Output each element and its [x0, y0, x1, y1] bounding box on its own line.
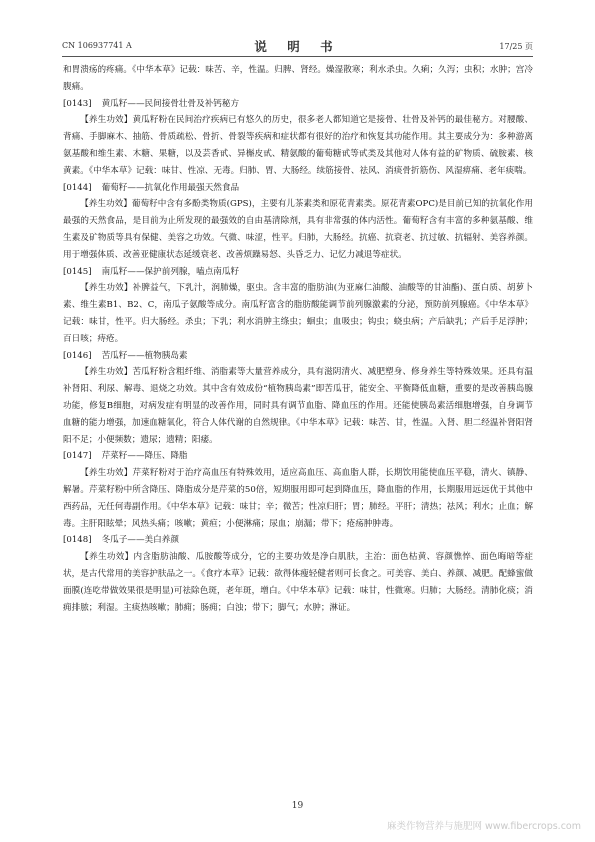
section-heading — [63, 348, 533, 365]
paragraph-number: [0145] — [63, 266, 92, 277]
page-number: 19 — [291, 801, 304, 811]
body-paragraph: 【养生功效】内含脂肪油酸、瓜胺酸等成分，它的主要功效是净白肌肤，主治：面色枯黄、容颜憔悴、面色晦暗等症状，是古代常用的美容护肤品之一。《食疗本草》记载：欲得体瘦轻健者则可长食之。可美容、美白、养颜、减肥。配蜂蜜做面膜(连吃带做效果很是明显)可祛除色斑，老年斑，增白。《中华本草》记载：味甘，性微寒。归肺；大肠经。清肺化痰；消痈排脓；利湿。主痰热咳嗽；肺痈；肠痈；白浊；带下；脚气；水肿；淋证。 — [63, 552, 533, 613]
paragraph-number: [0146] — [63, 350, 92, 361]
section-heading — [63, 180, 533, 197]
heading-text: 黄瓜籽——民间接骨壮骨及补钙秘方 — [101, 98, 240, 109]
body-paragraph: 【养生功效】苦瓜籽粉含粗纤维、消脂素等大量营养成分，具有滋阴清火、减肥塑身、修身养生等特殊效果。还具有温补肾阳、利尿、解毒、退烧之功效。其中含有效成份“植物胰岛素”即苦瓜苷，能安全、平衡降低血糖，重要的是改善胰岛腺功能，修复B细胞，对病发症有明显的改善作用，同时具有调节血脂、降血压的作用。还能使胰岛素活细胞增强，自身调节血糖的能力增强，加速血糖氧化，符合人体代谢的自然规律。《中华本草》记载：味苦、甘，性温。入肾、胆二经温补肾阳肾阳不足；小便频数；遗尿；遗精；阳痿。 — [63, 367, 533, 445]
section-heading — [63, 96, 533, 113]
body-paragraph: 【养生功效】补脾益气，下乳汁，润肺燥，驱虫。含丰富的脂肪油(为亚麻仁油酸、油酸等的甘油酯)、蛋白质、胡萝卜素、维生素B1、B2、C，南瓜子氨酸等成分。南瓜籽富含的脂肪酸能调节前列腺激素的分泌，预防前列腺癌。《中华本草》记载：味甘，性平。归大肠经。杀虫；下乳；利水消肿主绦虫；蛔虫；血吸虫；钩虫；蛲虫病；产后缺乳；产后手足浮肿；百日咳；痔疮。 — [63, 283, 533, 344]
page-info: 17/25 页 — [499, 42, 533, 51]
body-paragraph: 【养生功效】黄瓜籽粉在民间治疗疾病已有悠久的历史，很多老人都知道它是接骨、壮骨及补钙的最佳秘方。对腰酸、背痛、手脚麻木、抽筋、骨质疏松、骨折、骨裂等疾病和症状都有很好的治疗和恢复其功能作用。其主要成分为：多种游离氨基酸和维生素、木糖、果糖，以及芸香甙、异槲皮甙、精氨酸的葡萄糖甙等甙类及其他对人体有益的矿物质、硫胺素、核黄素。《中华本草》记载：味甘、性凉、无毒。归肺、胃、大肠经。续筋接骨、祛风、消痰骨折筋伤、风湿痹痛、老年痰喘。 — [63, 115, 533, 176]
heading-text: 葡萄籽——抗氧化作用最强天然食品 — [101, 182, 240, 193]
heading-text: 苦瓜籽——植物胰岛素 — [101, 350, 188, 361]
body-paragraph: 【养生功效】葡萄籽中含有多酚类物质(GPS)，主要有儿茶素类和原花青素类。原花青素OPC)是目前已知的抗氧化作用最强的天然食品，是目前为止所发现的最强效的自由基清除剂，具有非常强的体内活性。葡萄籽含有丰富的多种氨基酸、维生素及矿物质等具有保健、美容之功效。气微、味涩，性平。归肺，大肠经。抗癌、抗衰老、抗过敏、抗辐射、美容养颜。用于增强体质、改善亚健康状态延缓衰老、改善烦躁易怒、头昏乏力、记忆力减退等症状。 — [63, 199, 533, 260]
body-paragraph: 和胃溃疡的疼痛。《中华本草》记载：味苦、辛，性温。归脾、肾经。燥湿散寒；利水杀虫。久痢；久泻；虫积；水肿；宫冷腹痛。 — [63, 65, 533, 92]
heading-text: 芹菜籽——降压、降脂 — [101, 451, 188, 462]
section-heading — [63, 448, 533, 465]
document-body — [63, 62, 533, 616]
paragraph-number: [0143] — [63, 98, 92, 109]
heading-text: 冬瓜子——美白养颜 — [101, 535, 179, 546]
paragraph-number: [0144] — [63, 182, 92, 193]
heading-text: 南瓜籽——保护前列腺，嗑点南瓜籽 — [101, 266, 240, 277]
page-header — [62, 38, 533, 54]
paragraph-number: [0147] — [63, 451, 92, 462]
header-divider — [62, 56, 533, 57]
paragraph-number: [0148] — [63, 535, 92, 546]
section-heading — [63, 264, 533, 281]
patent-number: CN 106937741 A — [62, 41, 132, 50]
section-heading — [63, 532, 533, 549]
document-title: 说 明 书 — [254, 39, 341, 54]
body-paragraph: 【养生功效】芹菜籽粉对于治疗高血压有特殊效用，适应高血压、高血脂人群，长期饮用能使血压平稳，清火、镇静、解暑。芹菜籽粉中所含降压、降脂成分是芹菜的50倍，短期服用即可起到降血压，降血脂的作用，长期服用远远优于其他中西药品，无任何毒副作用。《中华本草》记载：味甘；辛；微苦；性凉归肝；胃；肺经。平肝；清热；祛风；利水；止血；解毒。主肝阳眩晕；风热头痛；咳嗽；黄疸；小便淋痛；尿血；崩漏；带下；疮疡肿肿毒。 — [63, 468, 533, 529]
site-watermark: 麻类作物营养与施肥网 www.fibercrops.com — [386, 821, 581, 832]
